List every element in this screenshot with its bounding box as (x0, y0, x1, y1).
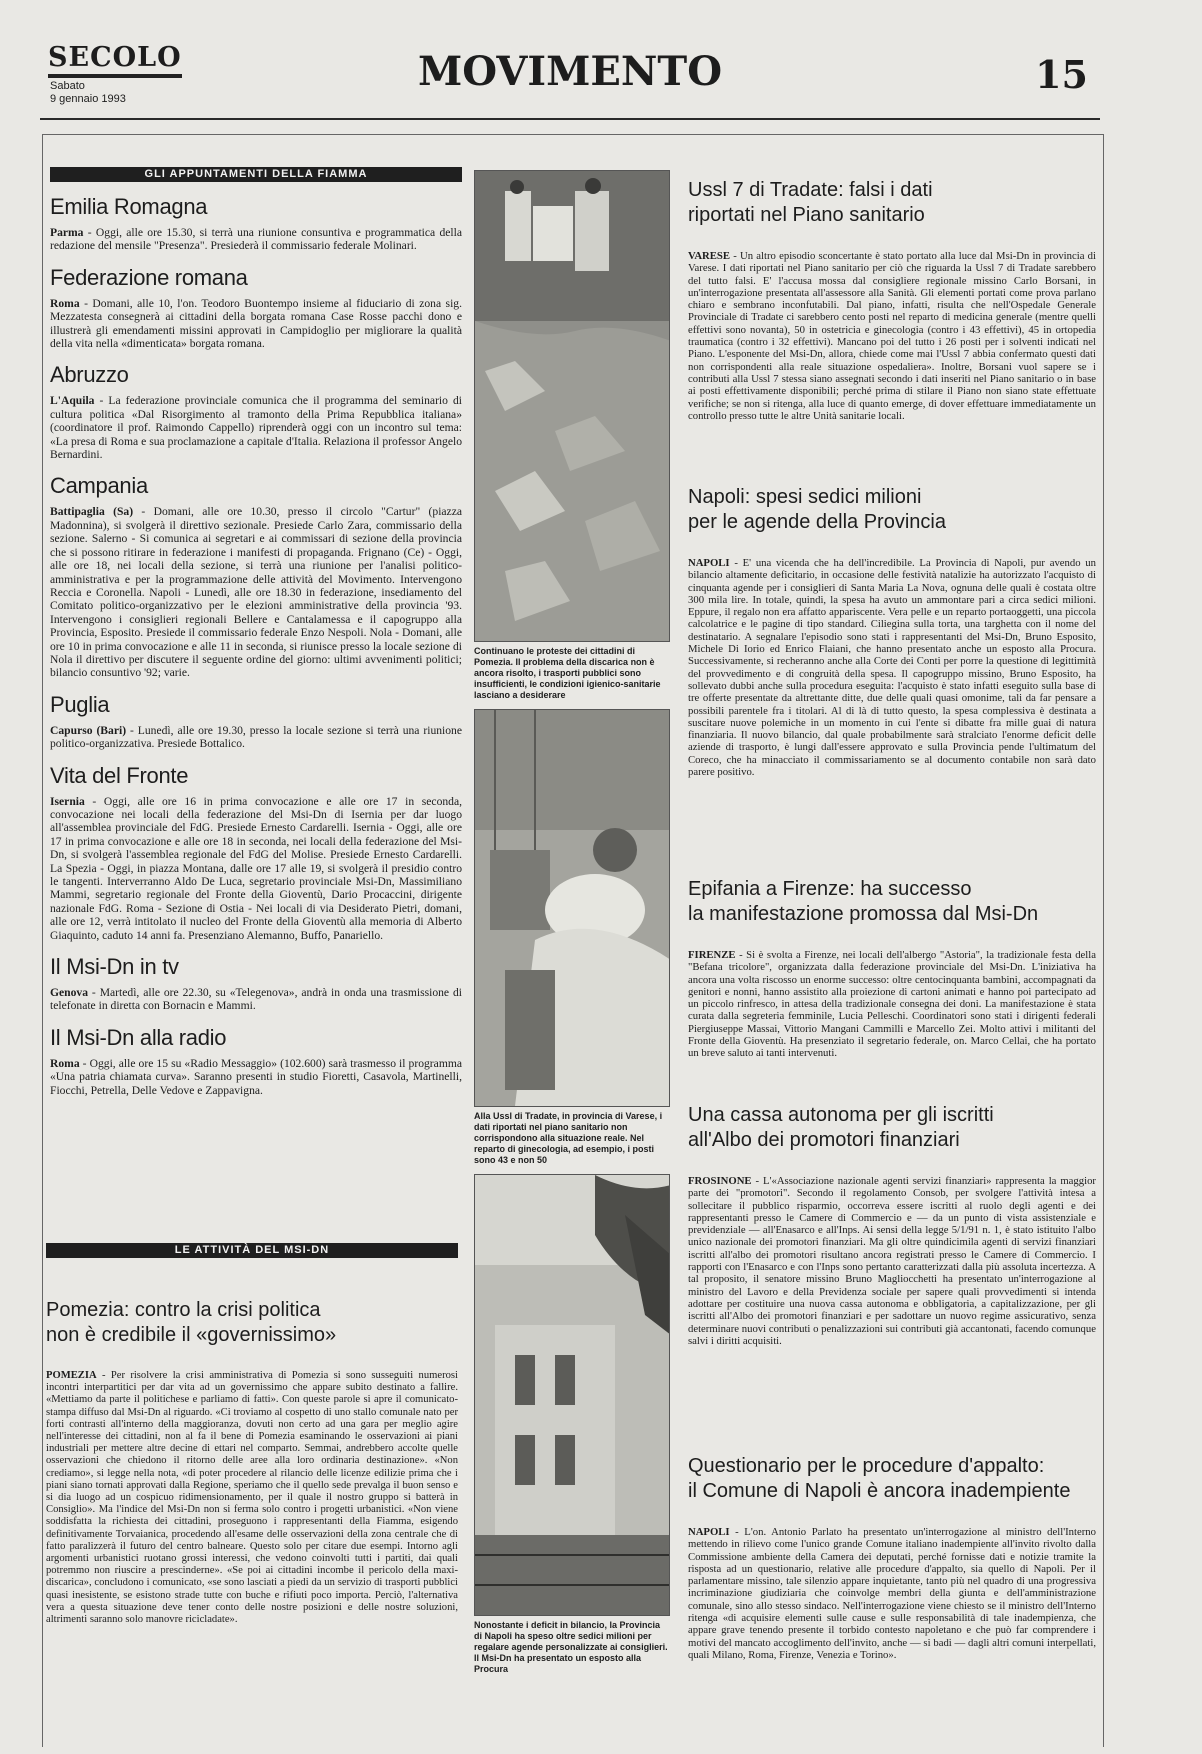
newspaper-logo: SECOLO (48, 42, 182, 78)
right-column (688, 178, 1096, 1661)
section-title: MOVIMENTO (417, 48, 723, 95)
appointment-text (50, 1057, 462, 1097)
dateline: NAPOLI (688, 557, 730, 569)
region-heading: Federazione romana (50, 264, 248, 290)
appointment-block (50, 954, 462, 1013)
appointment-block (50, 194, 462, 253)
building-photo (474, 1174, 670, 1616)
dateline: Capurso (Bari) (50, 723, 127, 737)
left-lower-column (46, 1243, 458, 1626)
dateline: Genova (50, 986, 89, 1000)
headline-line: il Comune di Napoli è ancora inadempiente (688, 1480, 1071, 1502)
headline-line: Questionario per le procedure d'appalto: (688, 1455, 1045, 1477)
appointment-text (50, 394, 462, 461)
appointment-block (50, 362, 462, 461)
body-text: - Per risolvere la crisi amministrativa di Pomezia si sono susseguiti numerosi incontri interpartitici per dar vita ad un governissimo che appare subito destinato a fallire. «Mettiamo da parte il politichese e parliamo di fatti». Con queste parole si apre il comunicato-stampa diffuso dal Msi-Dn al riguardo. «Ci troviamo al cospetto di uno stallo comunale nato per forti contrasti all'interno della maggioranza, dovuti non certo ad una gara per meglio agire nell'interesse dei cittadini, non al fa il bene di Pomezia esaminando le osservazioni ai piani industriali per mettere altre decine di ettari nel comparto. Semmai, andrebbero accolte quelle osservazioni che chiedono il ritorno delle aree alla loro ordinaria destinazione». «Non crediamo», si legge nella nota, «di poter procedere al rilancio delle licenze edilizie prima che i piani siano tornati approvati dalla Regione, speriamo che il quello sede prevalga il buon senso e si dia luogo ad un cospicuo ridimensionamento, per il quale il nostro gruppo si batterà in Consiglio». Ma l'indice del Msi-Dn non si ferma solo contro i progetti urbanistici. «Non viene soddisfatta la richiesta dei cittadini, proseguono i rappresentanti della Fiamma, esigendo definitivamente Torvaianica, procedendo all'esame delle osservazioni della zona centrale che di fatto paralizzerà il futuro del centro balneare. Questo solo per citare due esempi. Intorno agli argomenti urbanistici ruotano grossi interessi, che vedono coinvolti tutti i partiti, dai quali potremmo non riuscire a prescinderne». «Se poi ai cittadini incombe il pericolo della maxi-discarica», concludono i comunicato, «se sono lasciati a piedi da un servizio di trasporti pubblici quasi inesistente, se esistono strade tutte con buche e rifiuti poco importa. Perciò, l'alternativa vera a questa situazione deve tener conto delle nostre posizioni e delle nostre soluzioni, altrimenti saranno solo manovre ricicladate». (46, 1370, 458, 1626)
appointment-text (50, 724, 462, 751)
protest-caption: Continuano le proteste dei cittadini di Pomezia. Il problema della discarica non è ancora risolto, i trasporti pubblici sono insufficienti, le condizioni igienico-sanitarie lasciano a desiderare (474, 646, 661, 700)
dateline: Battipaglia (Sa) (50, 505, 134, 519)
article-headline (688, 877, 1096, 927)
appointment-text (50, 986, 462, 1013)
headline-line: la manifestazione promossa dal Msi-Dn (688, 903, 1039, 925)
dateline: Parma (50, 226, 84, 239)
hospital-caption: Alla Ussl di Tradate, in provincia di Varese, i dati riportati nel piano sanitario non corrispondono alla situazione reale. Nel reparto di ginecologia, ad esempio, i posti sono 43 e non 50 (474, 1111, 663, 1165)
body-text: - L'«Associazione nazionale agenti servizi finanziari» rappresenta la maggior parte dei "promotori". Secondo il regolamento Consob, per svolgere l'attività intesa a sollecitare il pubblico risparmio, occorreva essere iscritti al ruolo degli agenti e dei rappresentanti presso le Camere di Commercio e — da un punto di vista assistenziale e previdenziale — all'Enasarco e all'Inps. Ai sensi della legge 5/1/91 n. 1, è stato istituito l'albo unico nazionale dei promotori finanziari. Ma gli oltre quindicimila agenti di servizi finanziari iscritti all'albo dei promotori risultano ancora registrati presso le Camere di Commercio. I rapporti con l'Enasarco e con l'Inps sono pertanto caratterizzati dalla più assoluta incertezza. A tal proposito, il senatore missino Bruno Magliocchetti ha presentato un'interrogazione al ministro del Lavoro e della Previdenza sociale per sapere quali provvedimenti si intenda adottare per costituire una nuova cassa autonoma e obbligatoria, a capitalizzazione, per gli iscritti all'Albo dei promotori finanziari e per sadottare un nuovo regime assicurativo, senza determinare nuovi contributi o penalizzazioni sui contributi già accantonati, facendo comunque salvi i diritti acquisiti. (688, 1175, 1096, 1347)
headline-line: Pomezia: contro la crisi politica (46, 1299, 321, 1321)
region-heading: Emilia Romagna (50, 194, 208, 219)
hospital-photo-image (475, 710, 670, 1106)
article-headline (688, 178, 1096, 228)
article-text (688, 557, 1096, 778)
article (688, 877, 1096, 1103)
article (688, 178, 1096, 485)
article (688, 485, 1096, 877)
article-text (688, 949, 1096, 1060)
issue-day: Sabato (50, 80, 85, 92)
masthead (40, 38, 1100, 120)
article-text (688, 250, 1096, 422)
region-heading: Vita del Fronte (50, 762, 189, 788)
dateline: Roma (50, 296, 80, 310)
body-text: - Oggi, alle ore 15 su «Radio Messaggio» (102.600) sarà trasmesso il programma «Una patria chiamata curva». Saranno presenti in studio Fioretti, Casavola, Martinelli, Fiocchi, Petrella, Delle Vedove e Zappavigna. (50, 1056, 462, 1097)
article-text (688, 1526, 1096, 1661)
body-text: - E' una vicenda che ha dell'incredibile. La Provincia di Napoli, pur avendo un bilancio altamente deficitario, in occasione delle festività natalizie ha autorizzato l'acquisto di cinquanta agende per i consiglieri di Santa Maria La Nova, ognuna delle quali è costata oltre 300 mila lire. In totale, quindi, la spesa ha avuto un ammontare pari a circa sedici milioni. Eppure, il regalo non era affatto appariscente. Vera pelle e un reparto portaoggetti, una piccola calcolatrice e le pagine di tipo standard. Ciliegina sulla torta, una targhetta con il nome del destinatario. A segnalare l'episodio sono stati i rappresentanti del Msi-Dn, Bruno Esposito, Michele Di Iorio ed Enrico Flaiani, che hanno presentato anche un esposto alla Procura. Successivamente, si recheranno anche alla Corte dei Conti per porre la questione di legittimità del provvedimento e di congruità della spesa. Il capogruppo missino, Bruno Esposito, ha sollevato dubbi anche sulla procedura eseguita: l'acquisto è stato infatti eseguito sulla base di tre offerte presentate da altrettante ditte, due delle quali quasi omonime, tali da far pensare a possibili parentele fra i titolari. Al di là di tutto questo, la spesa complessiva è destinata a suscitare nuove polemiche in un momento in cui l'ente si dibatte fra mille guai di natura finanziaria. Il nuovo bilancio, dal quale probabilmente sarà stralciato l'enorme deficit delle aziende di trasporto, è lungi dall'essere approvato e sulla Provincia pende l'ultimatum del Coreco, che ha minacciato il commissariamento se al documento contabile non sarà dato parere positivo. (688, 557, 1096, 779)
headline-line: all'Albo dei promotori finanziari (688, 1129, 960, 1151)
appointment-text (50, 505, 462, 679)
appointment-text (50, 795, 462, 942)
region-heading: Campania (50, 473, 148, 499)
headline-line: Una cassa autonoma per gli iscritti (688, 1104, 994, 1126)
body-text: - Oggi, alle ore 16 in prima convocazione e alle ore 17 in seconda, convocazione nei locali della federazione del Msi-Dn di Isernia per dar luogo all'assemblea provinciale del FdG. Presiede Ernesto Cardarelli. Isernia - Oggi, alle ore 17 in prima convocazione e alle ore 18 in seconda, nei locali della federazione del Msi-Dn, si svolgerà l'assemblea regionale del FdG del Molise. Presiede Ernesto Cardarelli. La Spezia - Oggi, in piazza Montana, dalle ore 17 alle 19, si svolgerà il presidio contro le tangenti. Interverranno Aldo De Luca, segretario provinciale Msi-Dn, Massimiliano Mammi, segretario regionale del Fronte della Gioventù, Dario Procaccini, dirigente nazionale FdG. Roma - Sezione di Ostia - Nei locali di via Desiderato Pietri, domani, alle ore 12, verrà intitolato il nucleo del Fronte della Gioventù alla memoria di Alberto Giaquinto, caduto 14 anni fa. Presenziano Alemanno, Buffo, Panariello. (50, 794, 462, 942)
appointment-block (50, 1025, 462, 1097)
protest-photo-image (475, 171, 670, 641)
article (688, 1103, 1096, 1454)
dateline: VARESE (688, 250, 730, 262)
appointments-banner: GLI APPUNTAMENTI DELLA FIAMMA (50, 167, 462, 182)
dateline: FROSINONE (688, 1175, 752, 1187)
dateline: Isernia (50, 794, 85, 808)
dateline: L'Aquila (50, 394, 95, 408)
dateline: Roma (50, 1056, 80, 1070)
body-text: - Si è svolta a Firenze, nei locali dell'albergo "Astoria", la tradizionale festa della "Befana tricolore", organizzata dalla federazione provinciale del Msi-Dn. L'iniziativa ha ancora una volta riscosso un enorme successo: oltre centocinquanta bambini, accompagnati da genitori e nonni, hanno assistito alla proiezione di cartoni animati e hanno poi partecipato ad un piccolo rinfresco, in attesa della tradizionale consegna dei doni. La manifestazione è stata curata dalla segreteria femminile, Lucia Pelleschi. Coordinatori sono stati i dirigenti federali Piergiuseppe Massai, Vittorio Mangani Cammilli e Marcello Zei. Molto attivi i militanti del Fronte della Gioventù. Ha presenziato il segretario federale, on. Marco Cellai, che ha portato un breve saluto ai tanti intervenuti. (688, 949, 1096, 1060)
appointment-block (50, 763, 462, 942)
body-text: - Domani, alle 10, l'on. Teodoro Buontempo insieme al fiduciario di zona sig. Mezzatesta consegnerà ai cittadini della borgata romana Case Rosse pacchi dono e illustrerà gli emendamenti missini approvati in Campidoglio per migliorare la qualità della vita nella «dimenticata» borgata romana. (50, 296, 462, 351)
appointment-block (50, 265, 462, 351)
article (688, 1454, 1096, 1661)
body-text: - Un altro episodio sconcertante è stato portato alla luce dal Msi-Dn in provincia di Varese. I dati riportati nel Piano sanitario per ciò che riguarda la Ussl 7 di Tradate sarebbero del tutto falsi. E' l'accusa mossa dal consigliere regionale missino Carlo Borsani, in un'interrogazione presentata all'assessore alla Sanità. Gli elementi portati come prova parlano chiaro e sembrano inconfutabili. Dal piano, infatti, risulta che nell'Ospedale Generale Provinciale di Tradate ci sarebbero cento posti nel reparto di medicina generale (mentre quelli effettivi sono novanta), 50 in ostetricia e ginecologia (contro i 43 effettivi), 45 in ortopedia traumatica (contro i 32 effettivi). Mancano poi del tutto i 26 posti per i solventi indicati nel Piano. L'esponente del Msi-Dn, allora, chiede come mai l'Ussl 7 abbia confermato questi dati non corrispondenti alla reale situazione ospedaliera». Inoltre, Borsani vuol sapere se i contributi alla Ussl 7 stessa siano assegnati secondo i dati inseriti nel Piano sanitario o in base ai posti effettivamente disponibili; perché prima di stilare il Piano non siano state effettuate verifiche; se non si ritenga, alla luce di quanto emerge, di dover effettuare immediatamente un controllo presso tutte le altre Unità sanitarie locali. (688, 250, 1096, 422)
pomezia-headline (46, 1298, 458, 1348)
dateline: FIRENZE (688, 949, 736, 961)
appointment-block (50, 473, 462, 679)
region-heading: Il Msi-Dn alla radio (50, 1024, 227, 1050)
region-heading: Il Msi-Dn in tv (50, 954, 179, 980)
photo-column (474, 170, 670, 1675)
body-text: - Oggi, alle ore 15.30, si terrà una riunione consuntiva e programmatica della redazione del mensile "Presenza". Presiederà il commissario federale Molinari. (50, 226, 462, 253)
body-text: - Martedì, alle ore 22.30, su «Telegenova», andrà in onda una trasmissione di telefonate in diretta con Bornacin e Mammi. (50, 986, 462, 1013)
issue-date: 9 gennaio 1993 (50, 93, 126, 105)
protest-photo (474, 170, 670, 642)
appointment-text (50, 226, 462, 253)
article-headline (688, 1454, 1096, 1504)
region-heading: Abruzzo (50, 362, 129, 388)
article-headline (688, 485, 1096, 535)
page-number: 15 (1035, 52, 1088, 97)
headline-line: Ussl 7 di Tradate: falsi i dati (688, 179, 933, 201)
headline-line: Napoli: spesi sedici milioni (688, 486, 922, 508)
left-column (50, 167, 462, 1097)
hospital-photo (474, 709, 670, 1107)
article-text (688, 1175, 1096, 1347)
body-text: - Lunedì, alle ore 19.30, presso la locale sezione si terrà una riunione politico-organizzativa. Presiede Bottalico. (50, 723, 463, 751)
body-text: - La federazione provinciale comunica che il programma del seminario di cultura politica «Dal Risorgimento al tramonto della Prima Repubblica italiana» (coordinatore il prof. Raimondo Cappello) riprenderà oggi con un incontro sul tema: «La presa di Roma e sua proclamazione a capitale d'Italia. Relaziona il professor Angelo Bernardini. (50, 394, 462, 462)
body-text: - L'on. Antonio Parlato ha presentato un'interrogazione al ministro dell'Interno mettendo in rilievo come l'unico grande Comune italiano inadempiente all'invito rivolto dalla Commissione ambiente della Camera dei deputati, perché fornisse dati e notizie tramite la risposta ad un questionario, relative alle procedure d'appalto, sia quello di Napoli. Per il parlamentare missino, tale silenzio appare inquietante, tanto più nel quadro di una progressiva incriminazione giudiziaria che coinvolge membri della giunta e dell'amministrazione comunale, sino allo stesso sindaco. Nell'interrogazione viene chiesto se il ministro dell'Interno ritenga «di acquisire elementi sulle cause e sulle responsabilità di tale inadempienza, che appare grave tenendo presente il torbido contesto napoletano e che può far comprendere i motivi del mancato accoglimento dell'invito, anche — si badi — dagli altri comuni interpellati, quali Milano, Roma, Firenze, Venezia e Torino». (688, 1526, 1096, 1661)
building-photo-image (475, 1175, 670, 1615)
headline-line: per le agende della Provincia (688, 511, 946, 533)
body-text: - Domani, alle ore 10.30, presso il circolo "Cartur" (piazza Madonnina), si svolgerà il direttivo sezionale. Presiede Carlo Zara, commissario della sezione. Salerno - Si comunica ai segretari e ai commissari di sezione della provincia che si possono ritirare in federazione i manifesti di propaganda. Frignano (Ce) - Oggi, alle ore 18, nei locali della sezione, si terrà una riunione per l'analisi politico-amministrativa e per la programmazione delle attività del Movimento. Intervengono Reccia e Coronella. Napoli - Lunedì, alle ore 18.30 in federazione, insediamento del Comitato politico-organizzativo per le elezioni amministrative della provincia '93. Intervengono i consiglieri regionali Bellere e Cantalamessa e il capogruppo alla Provincia, Esposito. Presiede il commissario federale Enzo Nespoli. Nola - Domani, alle ore 10 in prima convocazione e alle 11 in seconda, si riunisce presso la locale sezione di Nola il direttivo per discutere il seguente ordine del giorno: ultimi avvenimenti politici; bilancio consuntivo '92; varie. (50, 505, 462, 680)
article-headline (688, 1103, 1096, 1153)
headline-line: non è credibile il «governissimo» (46, 1324, 337, 1346)
dateline: POMEZIA (46, 1370, 97, 1381)
building-caption: Nonostante i deficit in bilancio, la Provincia di Napoli ha speso oltre sedici milioni per regalare agende personalizzate ai consiglieri. Il Msi-Dn ha presentato un esposto alla Procura (474, 1620, 668, 1674)
headline-line: Epifania a Firenze: ha successo (688, 878, 972, 900)
activities-banner: LE ATTIVITÀ DEL MSI-DN (46, 1243, 458, 1258)
appointment-text (50, 297, 462, 351)
appointment-block (50, 692, 462, 751)
dateline: NAPOLI (688, 1526, 730, 1538)
headline-line: riportati nel Piano sanitario (688, 204, 925, 226)
region-heading: Puglia (50, 691, 110, 717)
pomezia-text (46, 1370, 458, 1626)
